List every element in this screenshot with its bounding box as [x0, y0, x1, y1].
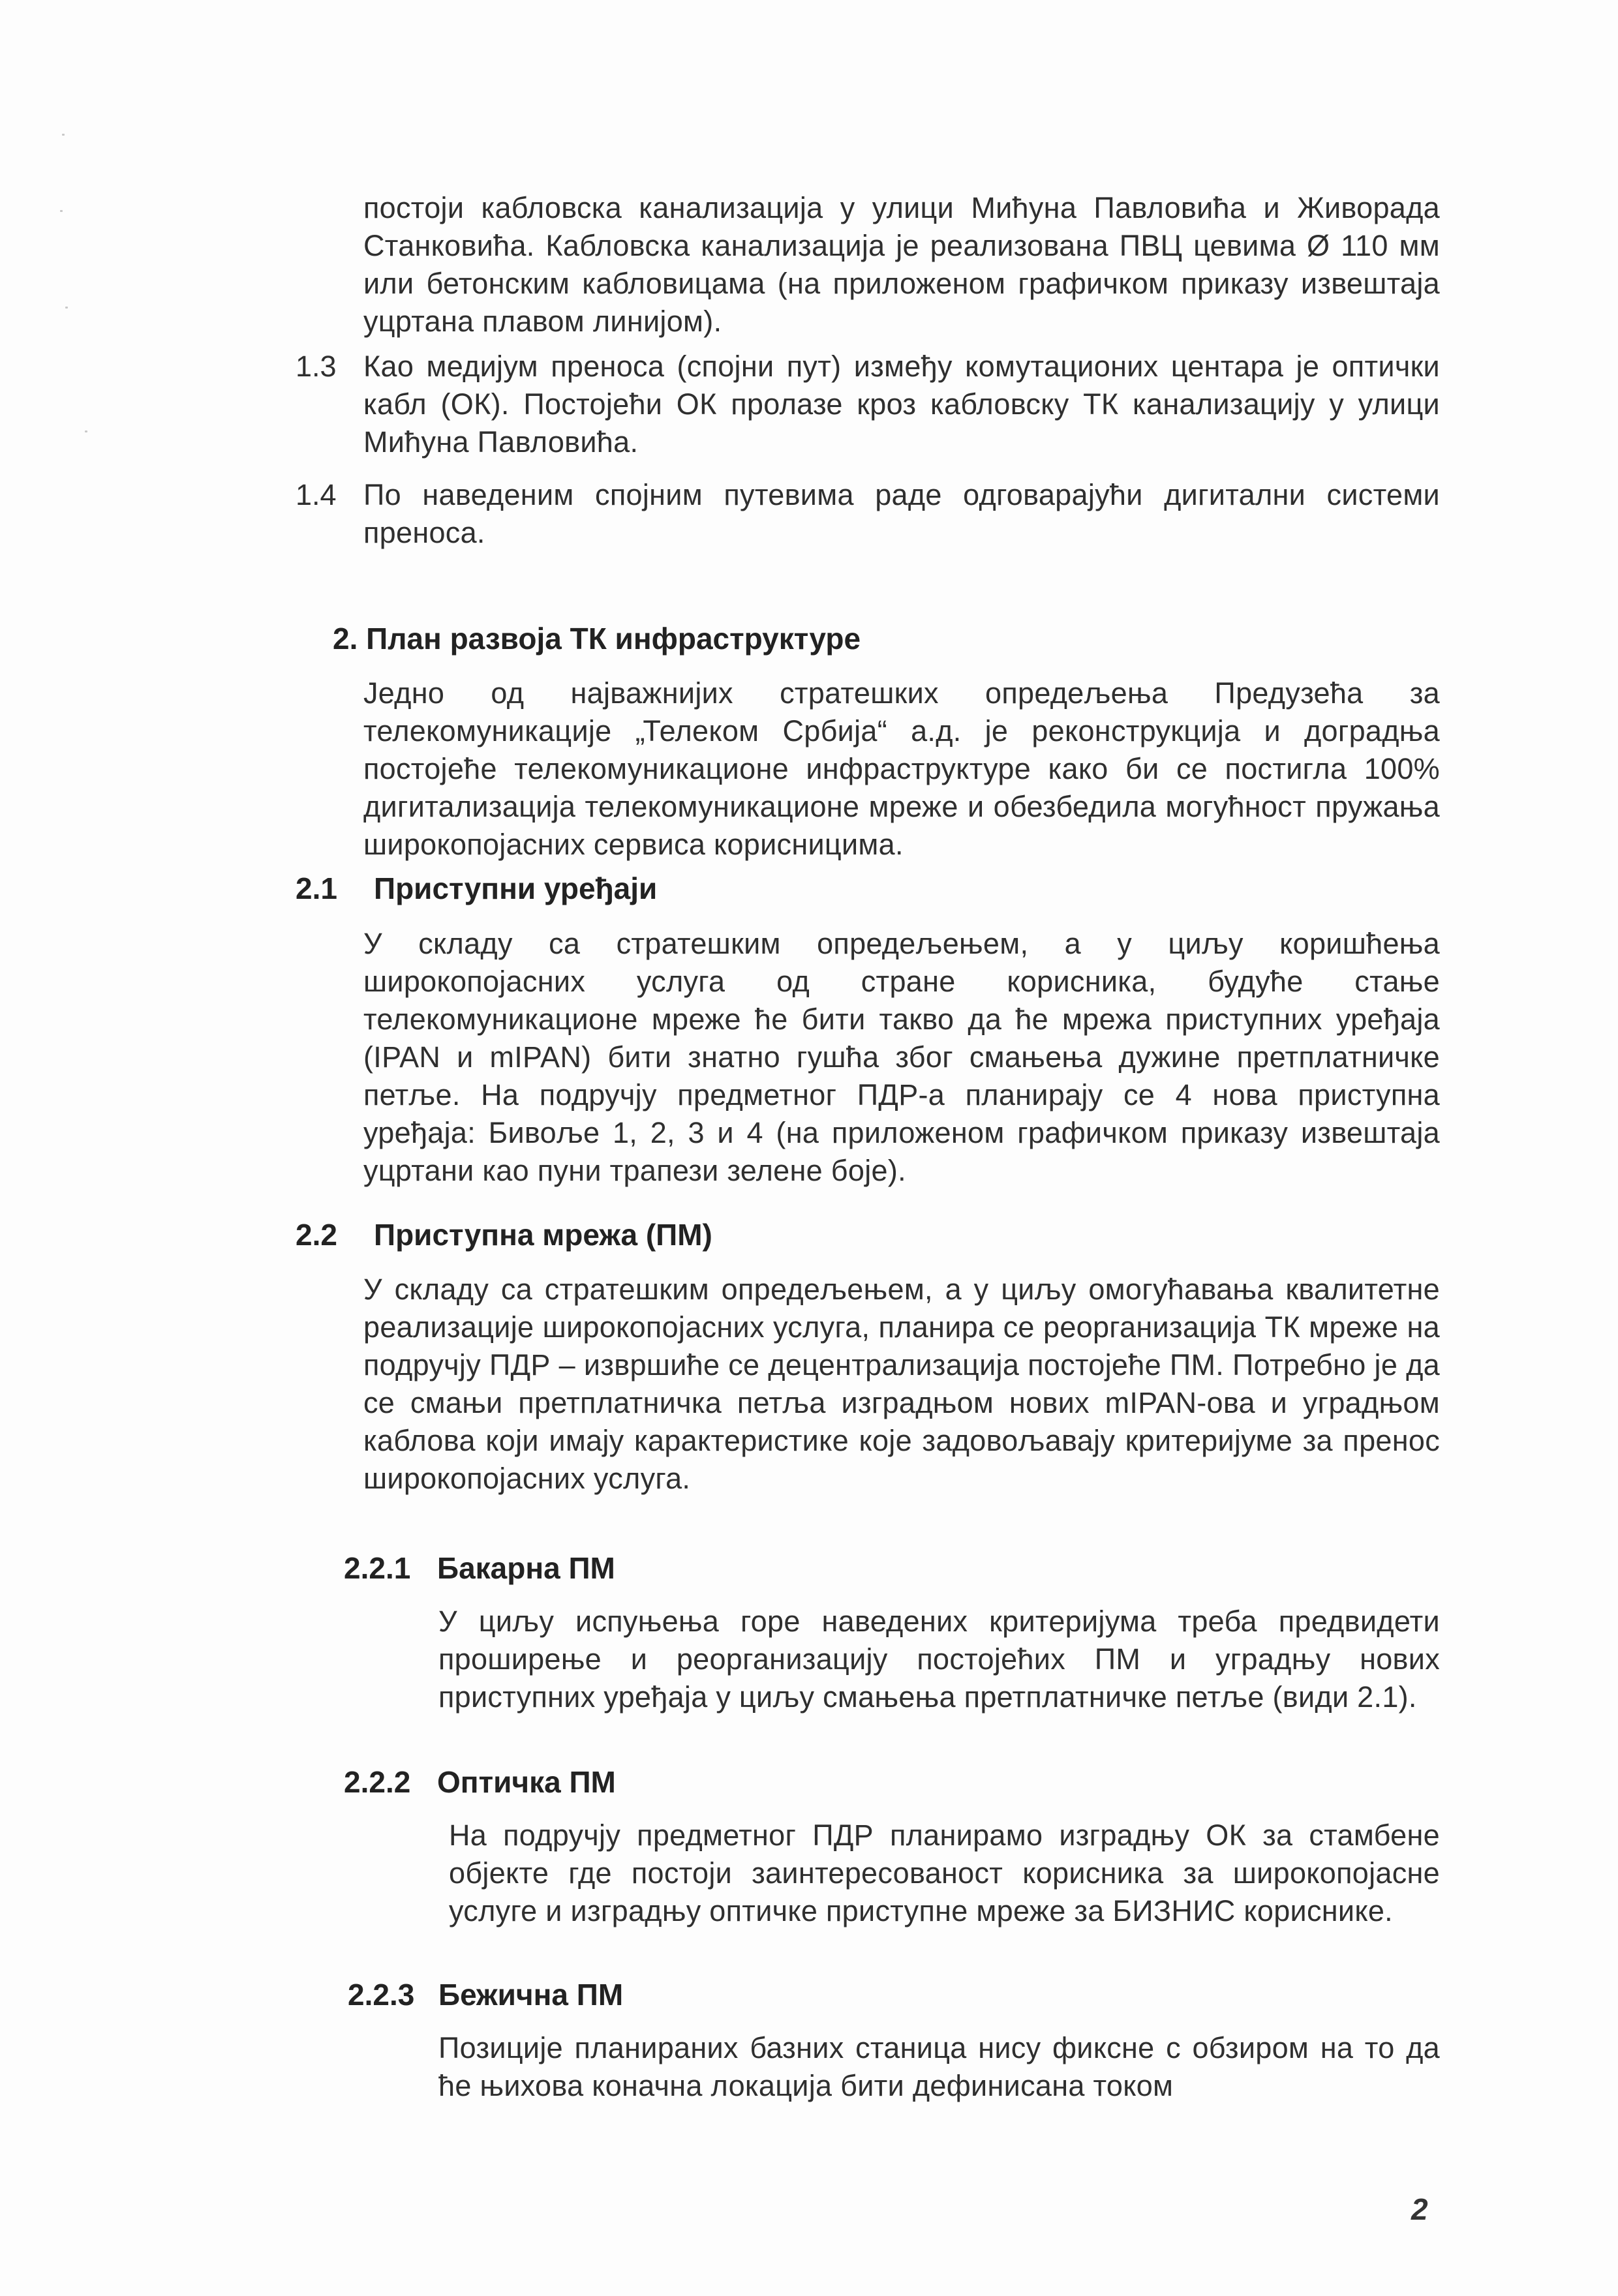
section-2-2-number: 2.2 — [296, 1218, 337, 1252]
page-number: 2 — [1411, 2192, 1428, 2226]
section-2-heading: 2. План развоја ТК инфраструктуре — [333, 622, 861, 656]
scan-speck — [62, 134, 65, 136]
section-2-2-1-paragraph: У циљу испуњења горе наведених критеријума треба предвидети проширење и реорганизацију постојећих ПМ и уградњу нових приступних уређаја у циљу смањења претплатничке петље (види 2.1). — [438, 1605, 1440, 1714]
section-2-2-3-paragraph: Позиције планираних базних станица нису фиксне с обзиром на то да ће њихова коначна локација бити дефинисана током — [438, 2031, 1440, 2102]
scan-speck — [60, 210, 63, 212]
section-2-paragraph: Једно од најважнијих стратешких опредељења Предузећа за телекомуникације „Телеком Србија“ а.д. је реконструкција и доградња постојеће телекомуникационе инфраструктуре како би се постигла 100% дигитализација телекомуникационе мреже и обезбедила могућност пружања широкопојасних сервиса корисницима. — [363, 676, 1440, 861]
item-1-4-number: 1.4 — [296, 478, 337, 511]
scan-speck — [85, 430, 87, 432]
item-1-3-number: 1.3 — [296, 350, 337, 383]
section-2-2-paragraph: У складу са стратешким опредељењем, а у циљу омогућавања квалитетне реализације широкопојасних услуга, планира се реорганизација ТК мреже на подручју ПДР – извршиће се децентрализација постојеће ПМ. Потребно је да се смањи претплатничка петља изградњом нових mIPAN-ова и уградњом каблова који имају карактеристике које задовољавају критеријуме за пренос широкопојасних услуга. — [363, 1273, 1440, 1495]
item-1-4-text: По наведеним спојним путевима раде одговарајући дигитални системи преноса. — [363, 478, 1440, 549]
scan-speck — [65, 307, 68, 309]
section-2-2-1-title: Бакарна ПМ — [437, 1551, 615, 1585]
section-2-1-title: Приступни уређаји — [374, 871, 658, 905]
section-2-2-2-paragraph: На подручју предметног ПДР планирамо изградњу ОК за стамбене објекте где постоји заинтересованост корисника за широкопојасне услуге и изградњу оптичке приступне мреже за БИЗНИС кориснике. — [449, 1819, 1440, 1927]
intro-paragraph: постоји кабловска канализација у улици Мићуна Павловића и Живорада Станковића. Кабловска канализација је реализована ПВЦ цевима Ø 110 мм или бетонским кабловицама (на приложеном графичком приказу извештаја уцртана плавом линијом). — [363, 191, 1440, 338]
section-2-2-3-title: Бежична ПМ — [438, 1978, 624, 2012]
section-2-2-1-number: 2.2.1 — [344, 1551, 411, 1585]
section-2-1-paragraph: У складу са стратешким опредељењем, а у циљу коришћења широкопојасних услуга од стране корисника, будуће стање телекомуникационе мреже ће бити такво да ће мрежа приступних уређаја (IPAN и mIPAN) бити знатно гушћа због смањења дужине претплатничке петље. На подручју предметног ПДР-а планирају се 4 нова приступна уређаја: Бивоље 1, 2, 3 и 4 (на приложеном графичком приказу извештаја уцртани као пуни трапези зелене боје). — [363, 927, 1440, 1187]
item-1-3-text: Као медијум преноса (спојни пут) између комутационих центара је оптички кабл (ОК). Постојећи ОК пролазе кроз кабловску ТК канализацију у улици Мићуна Павловића. — [363, 350, 1440, 459]
section-2-2-2-title: Оптичка ПМ — [437, 1765, 616, 1799]
section-2-2-title: Приступна мрежа (ПМ) — [374, 1218, 712, 1252]
section-2-2-3-number: 2.2.3 — [348, 1978, 415, 2012]
section-2-2-2-number: 2.2.2 — [344, 1765, 411, 1799]
section-2-1-number: 2.1 — [296, 871, 337, 905]
